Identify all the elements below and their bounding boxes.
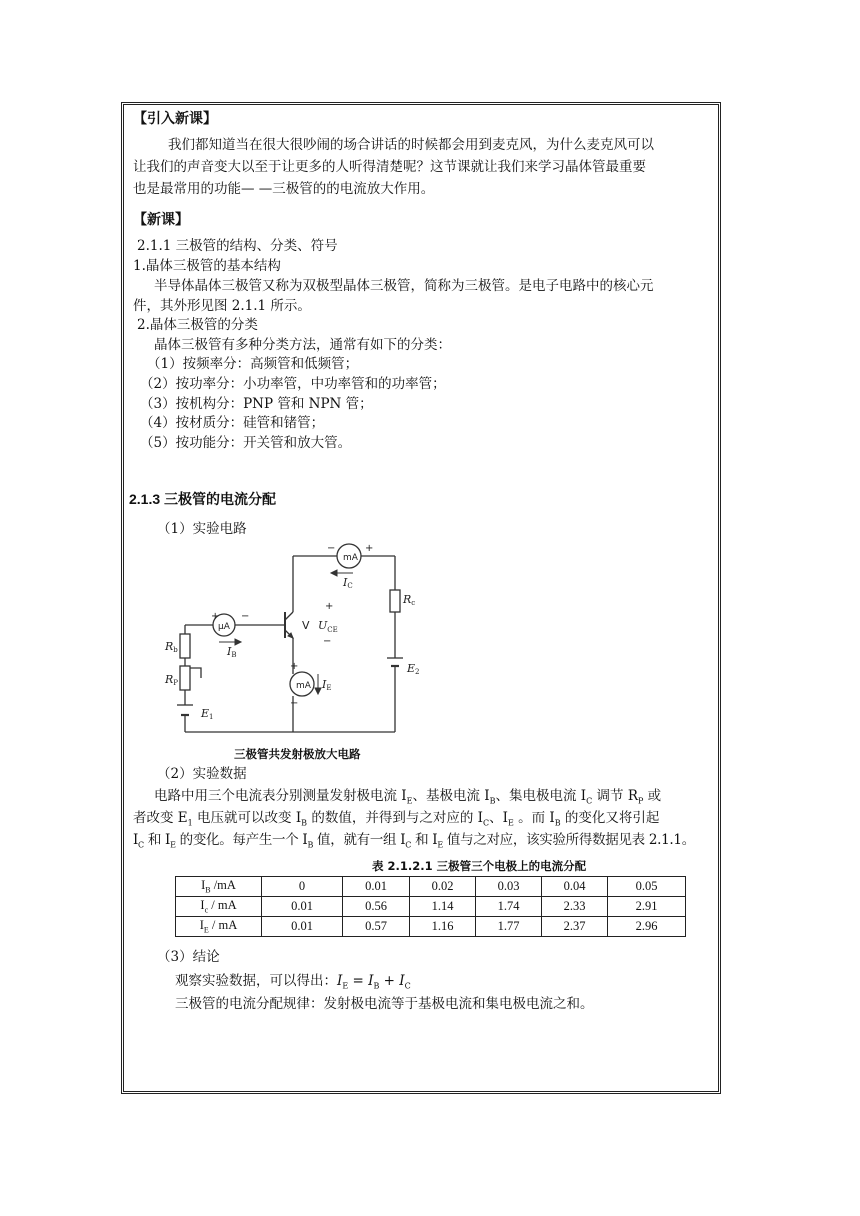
rb-sub: b (173, 646, 178, 654)
row-label: $I_B$ /mA (176, 877, 262, 897)
common-emitter-circuit (157, 540, 425, 744)
ma-bottom-label: mA (296, 681, 311, 691)
classify-item-4: （4）按材质分：硅管和锗管； (140, 415, 325, 431)
table-cell: 2.91 (608, 897, 686, 917)
structure-title: 1.晶体三极管的基本结构 (133, 258, 281, 274)
table-row (176, 917, 686, 937)
conclusion-lead: 观察实验数据，可以得出：$I_E = I_B + I_C$ (175, 973, 411, 991)
ie-sub: E (326, 684, 332, 692)
conclusion-title: （3）结论 (157, 949, 220, 965)
ma-top-label: mA (343, 553, 358, 563)
plus-sign: + (211, 611, 220, 622)
newlesson-heading: 【新课】 (133, 212, 189, 228)
e1-label: E (201, 707, 210, 720)
ib-label: I (227, 645, 232, 658)
svg-text:IE (321, 678, 331, 692)
uce-sub: CE (327, 626, 338, 634)
classify-item-5: （5）按功能分：开关管和放大管。 (140, 435, 352, 451)
uce-label: U (318, 619, 328, 632)
table-cell: 0.01 (343, 877, 410, 897)
intro-line-3: 也是最常用的功能— —三极管的的电流放大作用。 (133, 181, 435, 197)
classify-item-3: （3）按机构分：PNP 管和 NPN 管； (140, 396, 373, 412)
transistor-v-label: V (302, 619, 310, 632)
rc-sub: c (411, 599, 416, 607)
intro-heading: 【引入新课】 (133, 111, 217, 127)
ic-sub: C (347, 582, 353, 590)
ua-label: μA (218, 622, 230, 632)
classify-item-1: （1）按频率分：高频管和低频管； (147, 356, 359, 372)
table-cell: 0.57 (343, 917, 410, 937)
table-cell: 1.14 (410, 897, 476, 917)
ic-label: I (343, 576, 348, 589)
experiment-data-title: （2）实验数据 (157, 766, 247, 782)
e1-sub: 1 (209, 713, 214, 721)
e2-label: E (407, 662, 416, 675)
table-cell: 2.96 (608, 917, 686, 937)
current-distribution-table (175, 876, 686, 937)
row-label: $I_E$ / mA (176, 917, 262, 937)
classify-title: 2.晶体三极管的分类 (137, 317, 258, 333)
table-cell: 2.33 (542, 897, 608, 917)
data-line-2: 者改变 $E_1$ 电压就可以改变 $I_B$ 的数值，并得到与之对应的 $I_C$、$I_E$ 。而 $I_B$ 的变化又将引起 (133, 810, 660, 828)
ie-label: I (322, 678, 327, 691)
svg-text:Rb (164, 640, 178, 654)
svg-text:E2 (406, 662, 420, 676)
plus-sign: + (290, 661, 299, 672)
minus-sign: − (323, 636, 332, 647)
table-cell: 0.56 (343, 897, 410, 917)
current-formula: $I_E = I_B + I_C$ (337, 973, 411, 991)
distribution-rule: 三极管的电流分配规律：发射极电流等于基极电流和集电极电流之和。 (175, 996, 594, 1012)
rc-label: R (403, 593, 412, 606)
table-cell: 0.02 (410, 877, 476, 897)
svg-text:IC (342, 576, 353, 590)
table-row (176, 897, 686, 917)
intro-line-2: 让我们的声音变大以至于让更多的人听得清楚呢？这节课就让我们来学习晶体管最重要 (133, 159, 646, 175)
data-line-1: 电路中用三个电流表分别测量发射极电流 $I_E$、基极电流 $I_B$、集电极电流 $I_C$ 调节 $R_P$ 或 (154, 788, 662, 806)
minus-sign: − (327, 543, 336, 554)
plus-sign: + (325, 601, 334, 612)
svg-text:IB (226, 645, 237, 659)
table-cell: 0.01 (262, 897, 343, 917)
rp-sub: P (173, 679, 179, 687)
table-cell: 0.05 (608, 877, 686, 897)
plus-sign: + (365, 543, 374, 554)
table-cell: 0.03 (476, 877, 542, 897)
e2-sub: 2 (415, 668, 420, 676)
table-cell: 2.37 (542, 917, 608, 937)
table-cell: 1.74 (476, 897, 542, 917)
experiment-circuit-title: （1）实验电路 (157, 521, 247, 537)
svg-text:RP (164, 673, 178, 687)
svg-text:Rc (402, 593, 415, 607)
table-row (176, 877, 686, 897)
table-cell: 1.77 (476, 917, 542, 937)
table-cell: 0 (262, 877, 343, 897)
minus-sign: − (241, 611, 250, 622)
minus-sign: − (290, 698, 299, 709)
section-211: 2.1.1 三极管的结构、分类、符号 (137, 238, 338, 254)
rb-label: R (165, 640, 174, 653)
table-cell: 0.04 (542, 877, 608, 897)
row-label: $I_c$ / mA (176, 897, 262, 917)
svg-text:E1 (200, 707, 214, 721)
table-cell: 0.01 (262, 917, 343, 937)
intro-line-1: 我们都知道当在很大很吵闹的场合讲话的时候都会用到麦克风，为什么麦克风可以 (168, 137, 654, 153)
structure-line-2: 件，其外形见图 2.1.1 所示。 (133, 298, 311, 314)
classify-intro: 晶体三极管有多种分类方法，通常有如下的分类： (154, 337, 451, 353)
table-cell: 1.16 (410, 917, 476, 937)
structure-line-1: 半导体晶体三极管又称为双极型晶体三极管，简称为三极管。是电子电路中的核心元 (154, 278, 654, 294)
figure-caption: 三极管共发射极放大电路 (234, 747, 361, 761)
ib-sub: B (231, 651, 237, 659)
classify-item-2: （2）按功率分：小功率管，中功率管和的功率管； (140, 376, 446, 392)
table-caption: 表 2.1.2.1 三极管三个电极上的电流分配 (372, 859, 587, 873)
svg-text:UCE (318, 619, 338, 634)
section-213-heading: 2.1.3 三极管的电流分配 (129, 491, 277, 507)
data-line-3: $I_C$ 和 $I_E$ 的变化。每产生一个 $I_B$ 值，就有一组 $I_C$ 和 $I_E$ 值与之对应，该实验所得数据见表 2.1.1。 (133, 832, 695, 850)
rp-label: R (165, 673, 174, 686)
